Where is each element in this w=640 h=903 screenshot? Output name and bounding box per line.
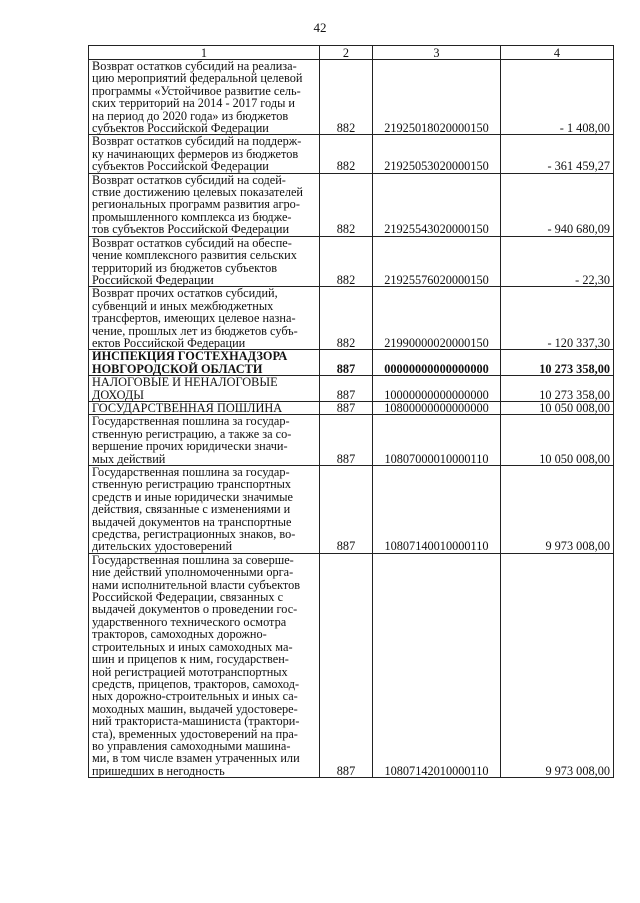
row-budget-code-cell: 00000000000000000 <box>373 350 501 376</box>
row-admin-code-cell: 887 <box>320 401 373 414</box>
row-amount-cell: 10 050 008,00 <box>501 415 614 466</box>
row-amount-cell: 9 973 008,00 <box>501 553 614 777</box>
row-amount-cell: 9 973 008,00 <box>501 466 614 554</box>
row-name-cell: Государственная пошлина за соверше- ние действий уполномоченными орга- нами исполнительной власти субъектов Российской Федерации, связанных с выдачей документов о проведении гос- ударственного технического осмотра тракторов, самоходных дорожно- строительных и иных самоходных ма- шин и прицепов к ним, государствен- ной регистрацией мототранспортных средств, прицепов, тракторов, самоход- ных дорожно-строительных и иных са- моходных машин, выдачей удостовере- ний тракториста-машиниста (трактори- ста), временных удостоверений на пра- во управления самоходными машина- ми, в том числе взамен утраченных или пришедших в негодность <box>89 553 320 777</box>
row-budget-code-cell: 10807142010000110 <box>373 553 501 777</box>
table-row <box>89 401 614 414</box>
row-budget-code-cell: 10000000000000000 <box>373 376 501 402</box>
row-budget-code-cell: 10807000010000110 <box>373 415 501 466</box>
row-amount-cell: - 1 408,00 <box>501 60 614 135</box>
table-row <box>89 350 614 376</box>
row-name-cell: Возврат остатков субсидий на содей- ствие достижению целевых показателей региональных программ развития агро- промышленного комплекса из бюдже- тов субъектов Российской Федерации <box>89 173 320 236</box>
row-admin-code-cell: 882 <box>320 236 373 287</box>
row-amount-cell: - 22,30 <box>501 236 614 287</box>
table-header-row <box>89 46 614 60</box>
row-name-cell: Возврат остатков субсидий на поддерж- ку начинающих фермеров из бюджетов субъектов Российской Федерации <box>89 135 320 173</box>
table-row <box>89 376 614 402</box>
row-admin-code-cell: 882 <box>320 60 373 135</box>
row-name-cell: Государственная пошлина за государ- ственную регистрацию, а также за со- вершение прочих юридически значи- мых действий <box>89 415 320 466</box>
row-budget-code-cell: 21925576020000150 <box>373 236 501 287</box>
table-row <box>89 466 614 554</box>
row-name-cell: Возврат остатков субсидий на реализа- цию мероприятий федеральной целевой программы «Устойчивое развитие сель- ских территорий на 2014 - 2017 годы и на период до 2020 года» из бюджетов субъектов Российской Федерации <box>89 60 320 135</box>
row-budget-code-cell: 21990000020000150 <box>373 287 501 350</box>
row-name-cell: ГОСУДАРСТВЕННАЯ ПОШЛИНА <box>89 401 320 414</box>
row-admin-code-cell: 882 <box>320 173 373 236</box>
row-admin-code-cell: 882 <box>320 287 373 350</box>
row-admin-code-cell: 887 <box>320 466 373 554</box>
row-name-cell: ИНСПЕКЦИЯ ГОСТЕХНАДЗОРА НОВГОРОДСКОЙ ОБЛАСТИ <box>89 350 320 376</box>
row-amount-cell: 10 273 358,00 <box>501 376 614 402</box>
column-header-1: 1 <box>89 46 320 60</box>
row-name-cell: Возврат прочих остатков субсидий, субвенций и иных межбюджетных трансфертов, имеющих целевое назна- чение, прошлых лет из бюджетов субъ- ектов Российской Федерации <box>89 287 320 350</box>
row-admin-code-cell: 887 <box>320 350 373 376</box>
table-row <box>89 236 614 287</box>
table-row <box>89 173 614 236</box>
row-name-cell: Возврат остатков субсидий на обеспе- чение комплексного развития сельских территорий из бюджетов субъектов Российской Федерации <box>89 236 320 287</box>
row-budget-code-cell: 21925543020000150 <box>373 173 501 236</box>
row-admin-code-cell: 887 <box>320 415 373 466</box>
row-admin-code-cell: 882 <box>320 135 373 173</box>
table-row <box>89 287 614 350</box>
column-header-2: 2 <box>320 46 373 60</box>
row-budget-code-cell: 21925018020000150 <box>373 60 501 135</box>
row-admin-code-cell: 887 <box>320 376 373 402</box>
row-budget-code-cell: 10807140010000110 <box>373 466 501 554</box>
row-budget-code-cell: 10800000000000000 <box>373 401 501 414</box>
row-amount-cell: 10 050 008,00 <box>501 401 614 414</box>
page-number: 42 <box>313 20 327 35</box>
table-row <box>89 60 614 135</box>
column-header-4: 4 <box>501 46 614 60</box>
row-name-cell: НАЛОГОВЫЕ И НЕНАЛОГОВЫЕ ДОХОДЫ <box>89 376 320 402</box>
row-admin-code-cell: 887 <box>320 553 373 777</box>
row-budget-code-cell: 21925053020000150 <box>373 135 501 173</box>
table-row <box>89 553 614 777</box>
table-row <box>89 415 614 466</box>
row-amount-cell: - 361 459,27 <box>501 135 614 173</box>
row-name-cell: Государственная пошлина за государ- ственную регистрацию транспортных средств и иные юридически значимые действия, связанные с изменениями и выдачей документов на транспортные средства, регистрационных знаков, во- дительских удостоверений <box>89 466 320 554</box>
table-row <box>89 135 614 173</box>
revenue-table <box>88 45 614 778</box>
row-amount-cell: - 120 337,30 <box>501 287 614 350</box>
column-header-3: 3 <box>373 46 501 60</box>
row-amount-cell: - 940 680,09 <box>501 173 614 236</box>
row-amount-cell: 10 273 358,00 <box>501 350 614 376</box>
